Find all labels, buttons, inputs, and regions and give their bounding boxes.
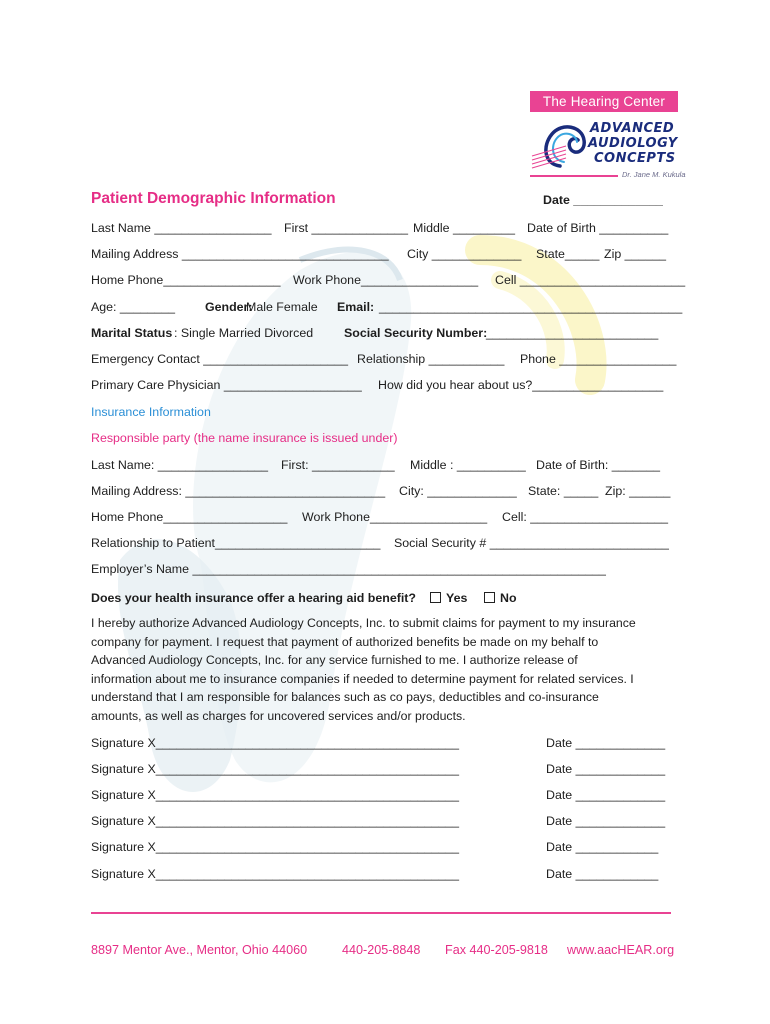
rp-middle-name-field[interactable]: Middle : __________ [410, 458, 526, 472]
signature-field[interactable]: Signature X____________________________________________ [91, 788, 459, 802]
marital-status-options[interactable]: : Single Married Divorced [174, 326, 314, 340]
mailing-address-field[interactable]: Mailing Address ______________________________ [91, 247, 389, 261]
insurance-heading: Insurance Information [91, 405, 211, 419]
rp-cell-field[interactable]: Cell: ____________________ [502, 510, 669, 524]
authorization-line: company for payment. I request that payment of authorized benefits be made on my behalf to [91, 634, 599, 649]
last-name-field[interactable]: Last Name _________________ [91, 221, 272, 235]
authorization-line: information about me to insurance companies if needed to determine payment for related services. I [91, 671, 634, 686]
signature-field[interactable]: Signature X____________________________________________ [91, 814, 459, 828]
rp-relationship-field[interactable]: Relationship to Patient________________________ [91, 536, 381, 550]
footer-website-link[interactable]: www.aacHEAR.org [567, 943, 675, 957]
no-label: No [500, 591, 517, 605]
marital-status-label: Marital Status [91, 326, 173, 340]
signature-field[interactable]: Signature X____________________________________________ [91, 736, 459, 750]
date-field[interactable]: Date _____________ [543, 193, 663, 207]
footer-fax: Fax 440-205-9818 [445, 943, 548, 957]
rp-work-phone-field[interactable]: Work Phone_________________ [302, 510, 488, 524]
signature-date-field[interactable]: Date ____________ [546, 840, 659, 854]
footer-address: 8897 Mentor Ave., Mentor, Ohio 44060 [91, 943, 308, 957]
rp-ssn-field[interactable]: Social Security # __________________________ [394, 536, 669, 550]
work-phone-field[interactable]: Work Phone_________________ [293, 273, 479, 287]
logo-line-concepts: CONCEPTS [594, 151, 676, 166]
rp-zip-field[interactable]: Zip: ______ [605, 484, 671, 498]
authorization-line: amounts, as well as charges for uncovered services and/or products. [91, 708, 466, 723]
logo-badge: The Hearing Center [530, 91, 678, 112]
authorization-line: Advanced Audiology Concepts, Inc. for any service furnished to me. I authorize release of [91, 653, 578, 668]
rp-employer-field[interactable]: Employer’s Name ____________________________________________________________ [91, 562, 606, 576]
authorization-line: I hereby authorize Advanced Audiology Concepts, Inc. to submit claims for payment to my insurance [91, 616, 636, 630]
zip-field[interactable]: Zip ______ [604, 247, 667, 261]
rp-home-phone-field[interactable]: Home Phone__________________ [91, 510, 288, 524]
page-title: Patient Demographic Information [91, 190, 336, 207]
emergency-phone-field[interactable]: Phone _________________ [520, 352, 677, 366]
logo-divider [530, 175, 618, 177]
footer-phone[interactable]: 440-205-8848 [342, 943, 421, 957]
benefit-no-option[interactable] [484, 591, 517, 605]
logo-line-audiology: AUDIOLOGY [588, 136, 678, 151]
signature-field[interactable]: Signature X____________________________________________ [91, 867, 459, 881]
middle-name-field[interactable]: Middle _________ [413, 221, 515, 235]
logo-line-advanced: ADVANCED [590, 121, 675, 136]
responsible-party-heading: Responsible party (the name insurance is issued under) [91, 431, 398, 445]
authorization-paragraph [91, 614, 681, 726]
authorization-line: understand that I am responsible for balances such as co pays, deductibles and co-insurance [91, 690, 599, 705]
rp-last-name-field[interactable]: Last Name: ________________ [91, 458, 269, 472]
signature-date-field[interactable]: Date _____________ [546, 814, 666, 828]
rp-state-field[interactable]: State: _____ [528, 484, 599, 498]
no-checkbox[interactable] [484, 592, 495, 603]
signature-field[interactable]: Signature X____________________________________________ [91, 840, 459, 854]
benefit-question: Does your health insurance offer a hearing aid benefit? [91, 591, 416, 605]
ear-swirl-icon [530, 116, 592, 174]
email-label: Email: [337, 300, 375, 314]
home-phone-field[interactable]: Home Phone_________________ [91, 273, 281, 287]
dob-field[interactable]: Date of Birth __________ [527, 221, 669, 235]
age-field[interactable]: Age: ________ [91, 300, 176, 314]
gender-label: Gender: [205, 300, 253, 314]
signature-date-field[interactable]: Date _____________ [546, 736, 666, 750]
rp-dob-field[interactable]: Date of Birth: _______ [536, 458, 660, 472]
signature-date-field[interactable]: Date _____________ [546, 762, 666, 776]
ssn-field[interactable]: _________________________ [486, 326, 659, 340]
signature-field[interactable]: Signature X____________________________________________ [91, 762, 459, 776]
footer-divider [91, 912, 671, 914]
rp-mailing-address-field[interactable]: Mailing Address: _____________________________ [91, 484, 386, 498]
ssn-label: Social Security Number: [344, 326, 488, 340]
email-field[interactable]: ____________________________________________ [379, 300, 683, 314]
primary-care-physician-field[interactable]: Primary Care Physician ____________________ [91, 378, 362, 392]
logo-doctor: Dr. Jane M. Kukula [622, 170, 686, 179]
rp-city-field[interactable]: City: _____________ [399, 484, 517, 498]
state-field[interactable]: State_____ [536, 247, 600, 261]
signature-date-field[interactable]: Date ____________ [546, 867, 659, 881]
yes-checkbox[interactable] [430, 592, 441, 603]
benefit-yes-option[interactable] [430, 591, 467, 605]
referral-source-field[interactable]: How did you hear about us?___________________ [378, 378, 664, 392]
emergency-contact-field[interactable]: Emergency Contact _____________________ [91, 352, 348, 366]
rp-first-name-field[interactable]: First: ____________ [281, 458, 395, 472]
yes-label: Yes [446, 591, 468, 605]
signature-date-field[interactable]: Date _____________ [546, 788, 666, 802]
relationship-field[interactable]: Relationship ___________ [357, 352, 505, 366]
first-name-field[interactable]: First ______________ [284, 221, 409, 235]
cell-field[interactable]: Cell ________________________ [495, 273, 686, 287]
city-field[interactable]: City _____________ [407, 247, 522, 261]
gender-options[interactable]: Male Female [246, 300, 318, 314]
